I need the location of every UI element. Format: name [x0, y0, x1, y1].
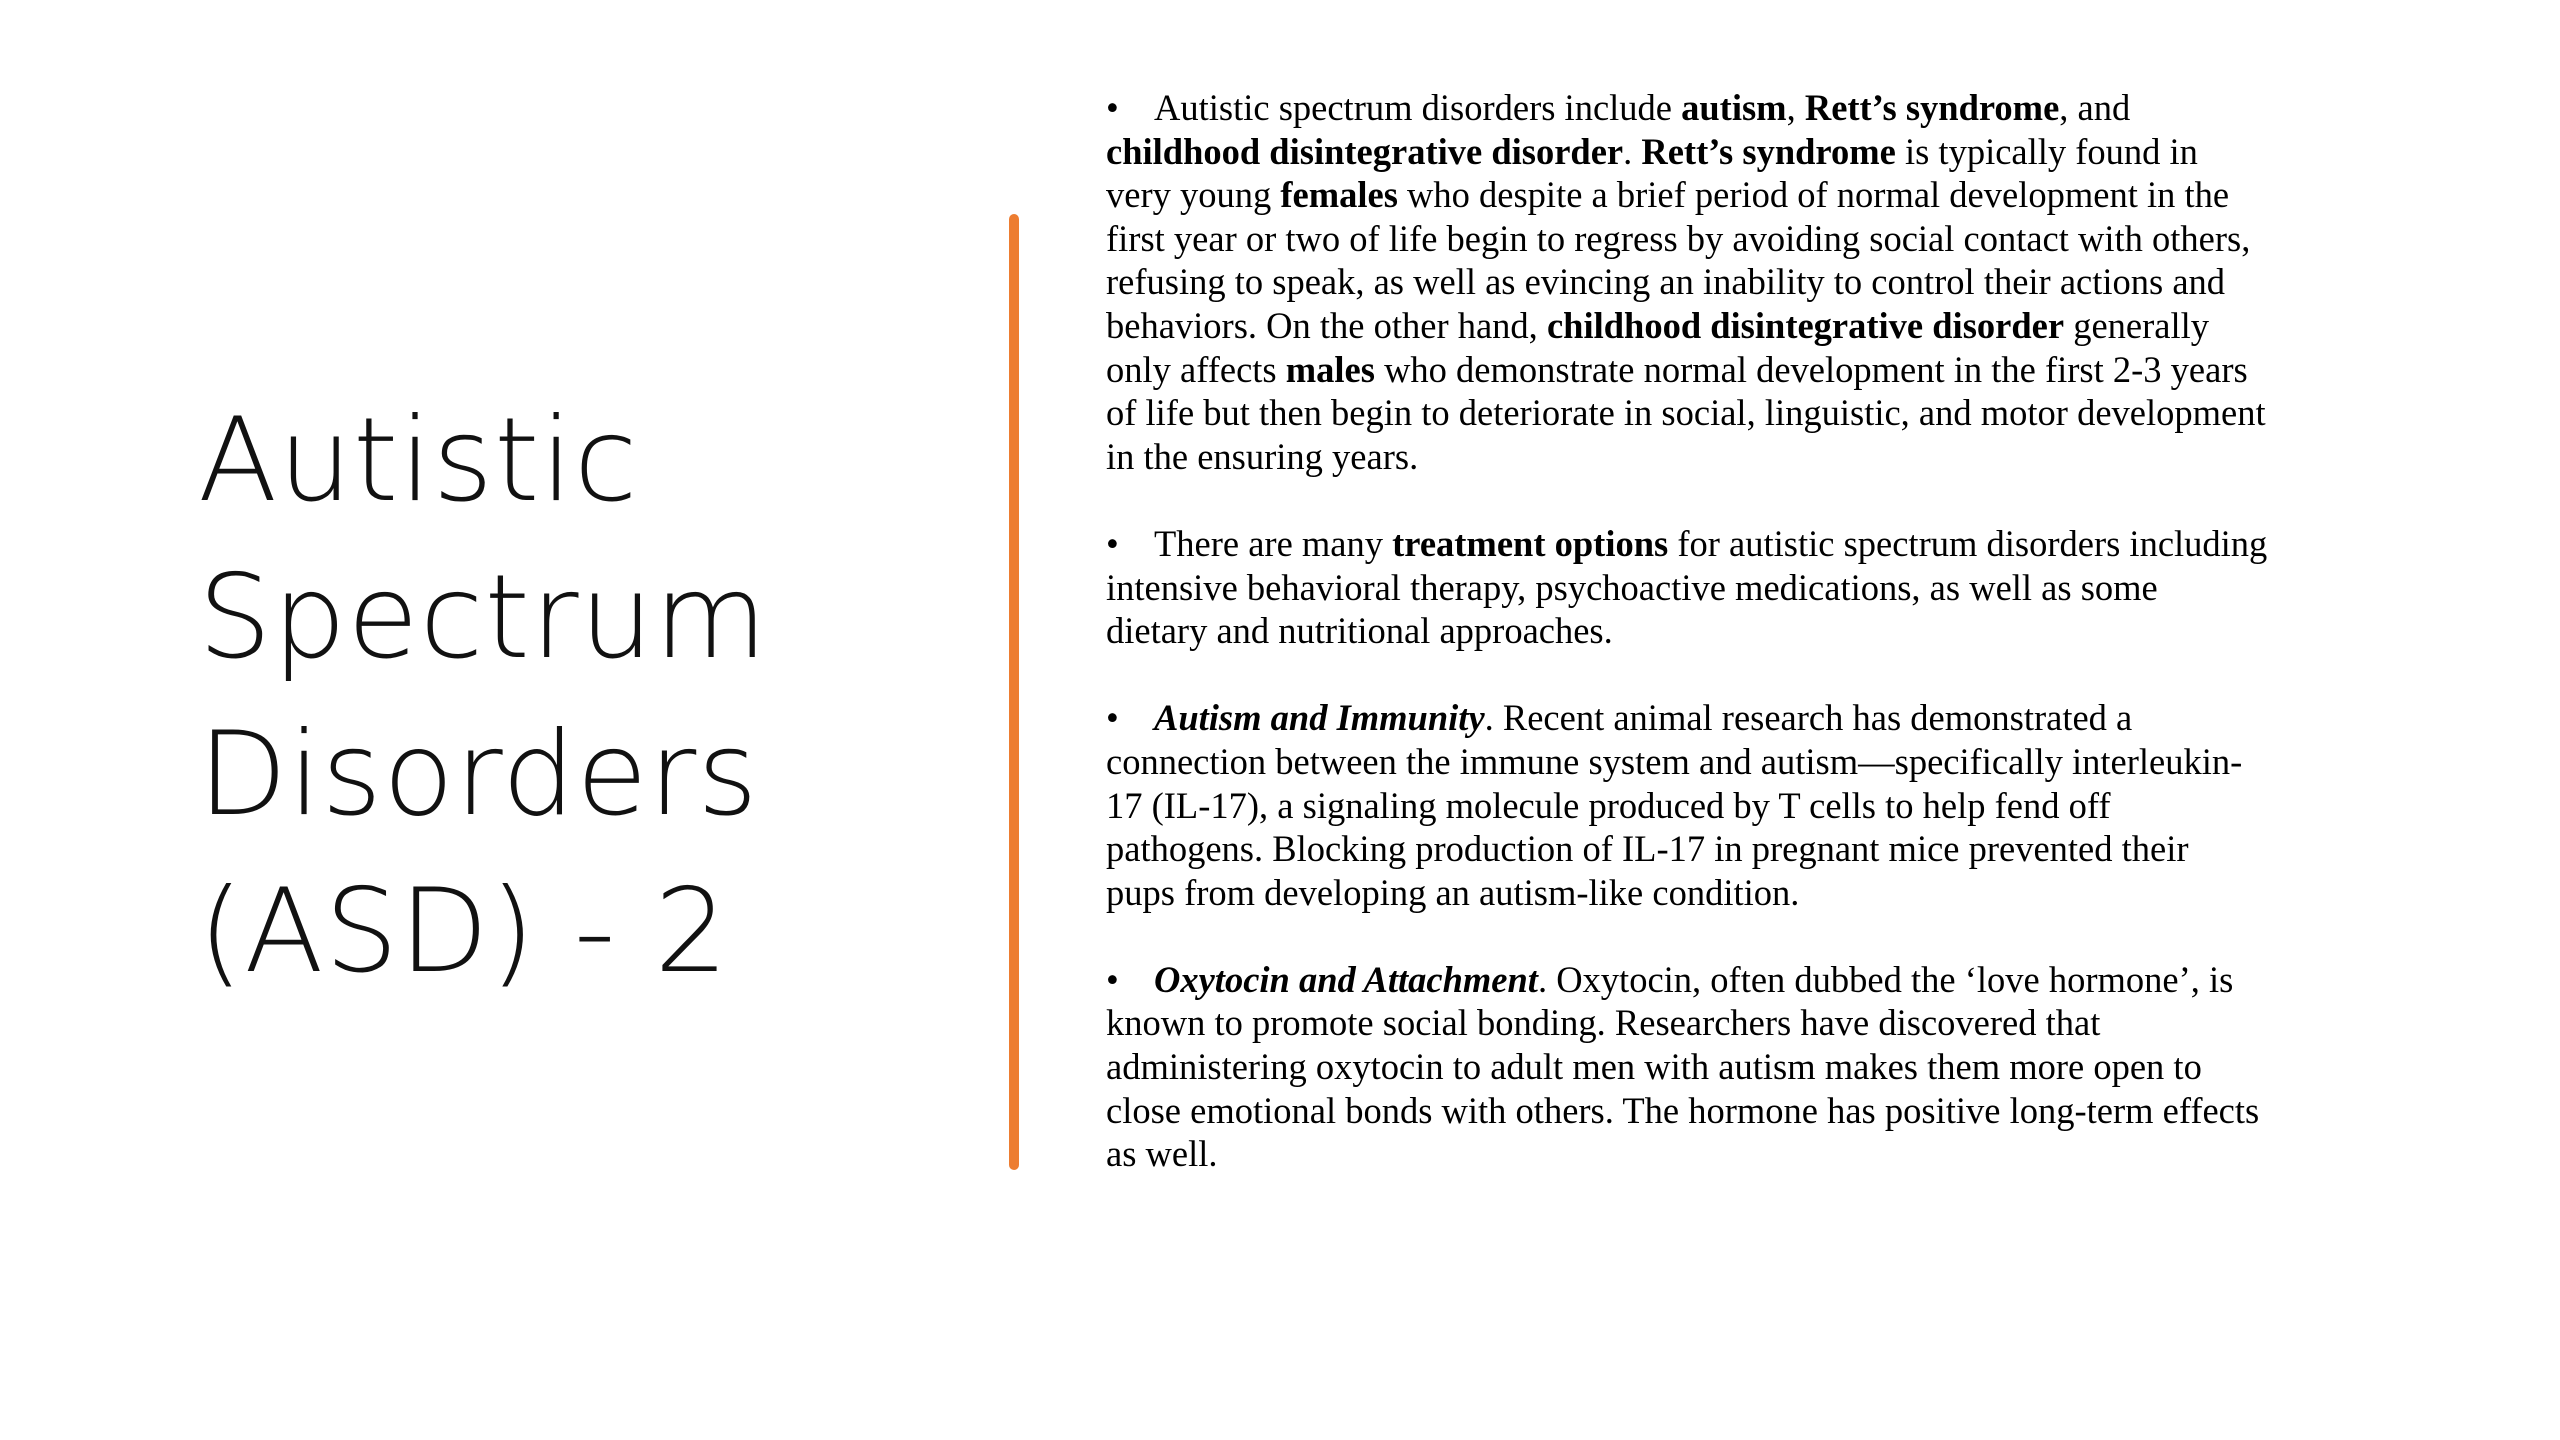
bold-term: Rett’s syndrome — [1804, 87, 2060, 128]
bold-term: males — [1285, 348, 1375, 390]
text-run: who despite a brief period of normal development in the — [1397, 174, 2230, 216]
slide-title-line: Disorders — [198, 707, 759, 842]
text-line — [1106, 1045, 2466, 1089]
bullet-paragraph — [1106, 86, 2466, 478]
emphasis-heading: Autism and Immunity — [1154, 697, 1485, 739]
text-run: . — [1623, 130, 1642, 172]
text-run: pathogens. Blocking production of IL-17 in pregnant mice prevented their — [1106, 828, 2189, 870]
slide-title-line: Spectrum — [198, 550, 769, 685]
text-run: refusing to speak, as well as evincing an inability to control their actions and — [1106, 261, 2226, 303]
slide-title-line: Autistic — [198, 393, 639, 528]
bullet-list — [1106, 86, 2466, 1219]
vertical-divider — [1009, 214, 1019, 1170]
bullet-paragraph — [1106, 696, 2466, 914]
text-run: There are many — [1154, 522, 1393, 564]
text-run: very young — [1106, 174, 1281, 216]
bold-term: childhood disintegrative disorder — [1546, 304, 2065, 346]
text-run: , and — [2059, 87, 2131, 128]
text-line — [1106, 609, 2466, 653]
text-run: behaviors. On the other hand, — [1106, 304, 1547, 346]
text-line — [1106, 86, 2466, 130]
text-line — [1106, 260, 2466, 304]
text-run: is typically found in — [1895, 130, 2198, 172]
text-run: generally — [2064, 304, 2209, 346]
text-run: as well. — [1106, 1133, 1218, 1175]
text-run: dietary and nutritional approaches. — [1106, 610, 1613, 652]
bullet-dot-icon: • — [1106, 958, 1119, 1000]
text-run: intensive behavioral therapy, psychoactive medications, as well as some — [1106, 566, 2158, 608]
text-run: who demonstrate normal development in the first 2-3 years — [1374, 348, 2248, 390]
bold-term: childhood disintegrative disorder — [1106, 130, 1624, 172]
text-run: of life but then begin to deteriorate in social, linguistic, and motor development — [1106, 392, 2266, 434]
text-run: administering oxytocin to adult men with autism makes them more open to — [1106, 1046, 2202, 1088]
text-run: . Oxytocin, often dubbed the ‘love hormone’, is — [1537, 958, 2234, 1000]
text-line — [1106, 740, 2466, 784]
text-run: close emotional bonds with others. The hormone has positive long-term effects — [1106, 1089, 2260, 1131]
text-line — [1106, 1132, 2466, 1176]
text-run: , — [1786, 87, 1805, 128]
text-line — [1106, 391, 2466, 435]
text-line — [1106, 958, 2466, 1002]
bold-term: treatment options — [1392, 522, 1669, 564]
text-run: known to promote social bonding. Researchers have discovered that — [1106, 1002, 2101, 1044]
slide-title-line: (ASD) - 2 — [198, 864, 730, 999]
text-line — [1106, 217, 2466, 261]
text-line — [1106, 784, 2466, 828]
bold-term: Rett’s syndrome — [1641, 130, 1896, 172]
text-run: 17 (IL-17), a signaling molecule produced by T cells to help fend off — [1106, 784, 2111, 826]
bullet-dot-icon: • — [1106, 697, 1119, 739]
slide-title — [198, 382, 958, 1010]
text-run: only affects — [1106, 348, 1286, 390]
text-run: connection between the immune system and autism—specifically interleukin- — [1106, 740, 2243, 782]
text-run: first year or two of life begin to regress by avoiding social contact with others, — [1106, 217, 2251, 259]
text-run: pups from developing an autism-like condition. — [1106, 871, 1800, 913]
bold-term: autism — [1681, 87, 1787, 128]
text-run: in the ensuring years. — [1106, 435, 1419, 477]
bullet-dot-icon: • — [1106, 522, 1119, 564]
text-line — [1106, 1089, 2466, 1133]
bullet-paragraph — [1106, 522, 2466, 653]
bullet-dot-icon: • — [1106, 87, 1119, 128]
text-line — [1106, 435, 2466, 479]
text-line — [1106, 696, 2466, 740]
bold-term: females — [1280, 174, 1398, 216]
text-line — [1106, 348, 2466, 392]
text-line — [1106, 130, 2466, 174]
text-line — [1106, 173, 2466, 217]
text-run: Autistic spectrum disorders include — [1154, 87, 1682, 128]
emphasis-heading: Oxytocin and Attachment — [1154, 958, 1538, 1000]
text-line — [1106, 304, 2466, 348]
text-line — [1106, 1001, 2466, 1045]
text-line — [1106, 566, 2466, 610]
text-run: . Recent animal research has demonstrated a — [1484, 697, 2133, 739]
text-line — [1106, 871, 2466, 915]
text-line — [1106, 522, 2466, 566]
text-line — [1106, 827, 2466, 871]
text-run: for autistic spectrum disorders including — [1668, 522, 2268, 564]
bullet-paragraph — [1106, 958, 2466, 1176]
